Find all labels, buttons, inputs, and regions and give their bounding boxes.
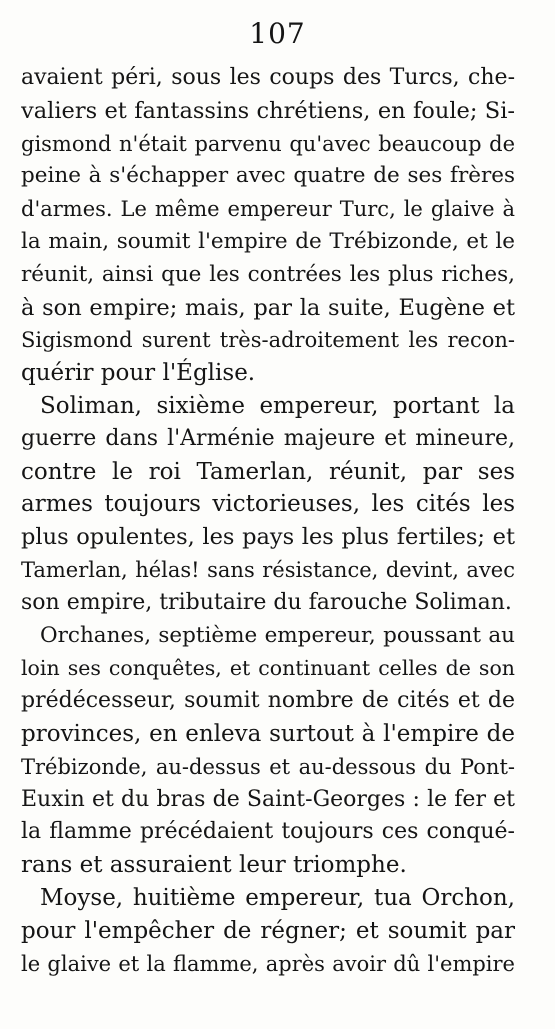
- text-line: provinces, en enleva surtout à l'empire de: [21, 720, 515, 747]
- text-line: la flamme précédaient toujours ces conqué-: [21, 819, 515, 845]
- text-line: peine à s'échapper avec quatre de ses frères: [21, 163, 515, 189]
- text-line: d'armes. Le même empereur Turc, le glaive à: [21, 197, 515, 222]
- text-line: contre le roi Tamerlan, réunit, par ses: [21, 458, 515, 485]
- text-line: Trébizonde, au-dessus et au-dessous du Pont-: [21, 754, 515, 779]
- text-line: Moyse, huitième empereur, tua Orchon,: [40, 884, 515, 911]
- text-line: le glaive et la flamme, après avoir dû l'empire: [21, 951, 515, 976]
- text-line: plus opulentes, les pays les plus fertiles; et: [21, 524, 515, 551]
- page-number: 107: [249, 17, 306, 50]
- text-line: guerre dans l'Arménie majeure et mineure,: [21, 425, 515, 451]
- text-line: pour l'empêcher de régner; et soumit par: [21, 917, 515, 944]
- text-line: Soliman, sixième empereur, portant la: [40, 392, 515, 419]
- text-line: prédécesseur, soumit nombre de cités et de: [21, 688, 515, 714]
- text-line: réunit, ainsi que les contrées les plus riches,: [21, 261, 515, 287]
- text-line: gismond n'était parvenu qu'avec beaucoup de: [21, 131, 515, 156]
- body-text: [21, 62, 515, 980]
- text-line: Euxin et du bras de Saint-Georges : le fer et: [21, 786, 515, 812]
- text-line: avaient péri, sous les coups des Turcs, che-: [21, 65, 515, 90]
- text-line: valiers et fantassins chrétiens, en foule; Si-: [21, 97, 515, 124]
- text-line: Tamerlan, hélas! sans résistance, devint, avec: [21, 557, 515, 582]
- text-line: la main, soumit l'empire de Trébizonde, et le: [21, 228, 515, 254]
- text-line: Sigismond surent très-adroitement les recon-: [21, 328, 515, 353]
- text-line: Orchanes, septième empereur, poussant au: [40, 622, 515, 648]
- text-line: armes toujours victorieuses, les cités les: [21, 491, 515, 518]
- text-line: loin ses conquêtes, et continuant celles de son: [21, 656, 515, 681]
- text-line: quérir pour l'Église.: [21, 360, 256, 387]
- text-line: rans et assuraient leur triomphe.: [21, 852, 407, 879]
- text-line: à son empire; mais, par la suite, Eugène et: [21, 294, 515, 321]
- text-line: son empire, tributaire du farouche Soliman.: [21, 589, 512, 615]
